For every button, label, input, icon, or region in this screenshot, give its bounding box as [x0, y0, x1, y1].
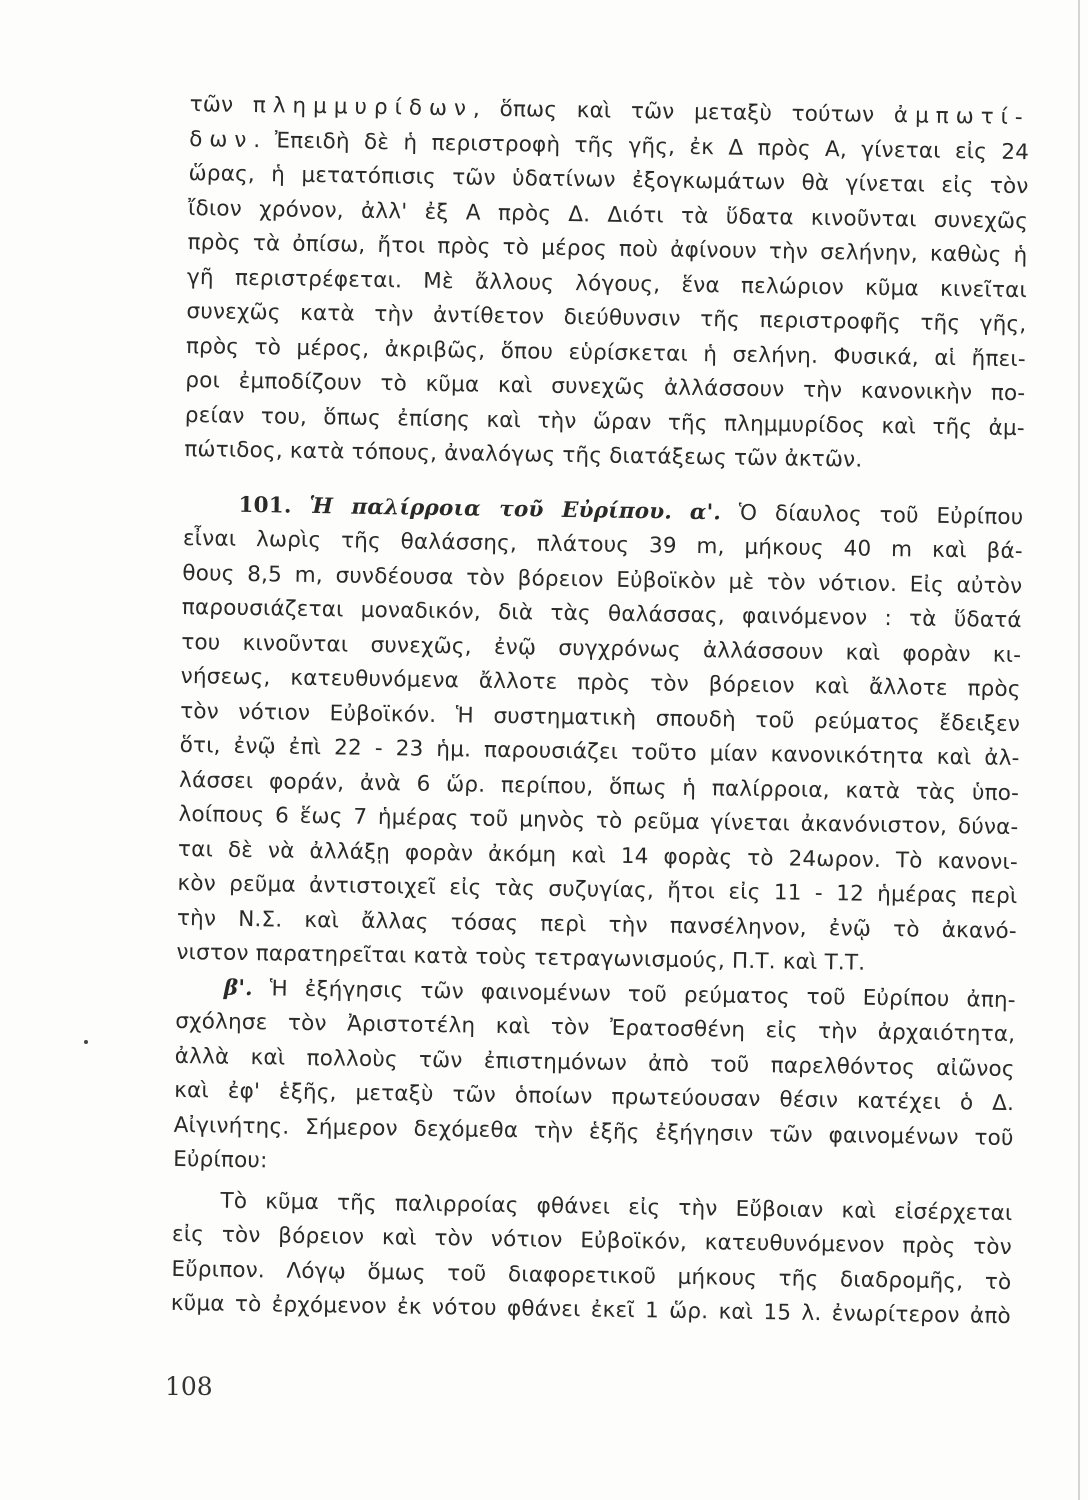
text-line: ἀλλὰ καὶ πολλοὺς τῶν ἐπιστημόνων ἀπὸ τοῦ παρελθόντος αἰῶνος [174, 1043, 1015, 1082]
text-line: λοίπους 6 ἕως 7 ἡμέρας τοῦ μηνὸς τὸ ρεῦμα γίνεται ἀκανόνιστον, δύνα- [178, 801, 1019, 841]
text-line: παρουσιάζεται μοναδικόν, διὰ τὰς θαλάσσας, φαινόμενον : τὰ ὕδατά [181, 594, 1022, 634]
paragraph-first-line: Τὸ κῦμα τῆς παλιρροίας φθάνει εἰς τὴν Εὔβοιαν καὶ εἰσέρχεται [220, 1188, 1013, 1226]
text-line: ὥρας, ἡ μετατόπισις τῶν ὑδατίνων ἐξογκωμάτων θὰ γίνεται εἰς τὸν [188, 160, 1029, 200]
page-number: 108 [165, 1372, 213, 1401]
text-line: κῦμα τὸ ἐρχόμενον ἐκ νότου φθάνει ἐκεῖ 1 ὥρ. καὶ 15 λ. ἐνωρίτερον ἀπὸ [170, 1290, 1012, 1330]
text-line: πρὸς τὰ ὀπίσω, ἤτοι πρὸς τὸ μέρος ποὺ ἀφίνουν τὴν σελήνην, καθὼς ἡ [187, 229, 1028, 269]
text-line: του κινοῦνται συνεχῶς, ἐνῷ συγχρόνως ἀλλάσσουν καὶ φορὰν κι- [181, 629, 1022, 668]
text-line: τῶν πλημμυρίδων, ὅπως καὶ τῶν μεταξὺ τούτων ἀμπωτί- [189, 91, 1030, 131]
text-line: συνεχῶς κατὰ τὴν ἀντίθετον διεύθυνσιν τῆς περιστροφῆς τῆς γῆς, [186, 298, 1027, 338]
subsection-marker: α'. [689, 499, 722, 525]
text-line: ὅτι, ἐνῷ ἐπὶ 22 - 23 ἡμ. παρουσιάζει τοῦτο μίαν κανονικότητα καὶ ἀλ- [179, 732, 1020, 772]
text-line: τὴν Ν.Σ. καὶ ἄλλας τόσας περὶ τὴν πανσέληνον, ἐνῷ τὸ ἀκανό- [176, 905, 1018, 944]
section-title: Ἡ παλίρροια τοῦ Εὐρίπου. [309, 493, 673, 525]
text-line: νήσεως, κατευθυνόμενα ἄλλοτε πρὸς τὸν βόρειον καὶ ἄλλοτε πρὸς [180, 663, 1021, 703]
text-line: ται δὲ νὰ ἀλλάξῃ φορὰν ἀκόμη καὶ 14 φορὰς τὸ 24ωρον. Τὸ κανονι- [177, 836, 1019, 875]
section-heading: 101. Ἡ παλίρροια τοῦ Εὐρίπου. α'. Ὁ δίαυλος τοῦ Εὐρίπου [238, 492, 1024, 530]
text-line: εἶναι λωρὶς τῆς θαλάσσης, πλάτους 39 m, μήκους 40 m καὶ βά- [182, 525, 1024, 565]
text-line: λάσσει φοράν, ἀνὰ 6 ὥρ. περίπου, ὅπως ἡ παλίρροια, κατὰ τὰς ὑπο- [178, 767, 1020, 806]
text-line: Εὐρίπου: [172, 1146, 268, 1174]
text-line: θους 8,5 m, συνδέουσα τὸν βόρειον Εὐβοϊκὸν μὲ τὸν νότιον. Εἰς αὐτὸν [182, 560, 1023, 599]
text-line: Αἰγινήτης. Σήμερον δεχόμεθα τὴν ἑξῆς ἐξήγησιν τῶν φαινομένων τοῦ [173, 1112, 1014, 1151]
text-line: δων. Ἐπειδὴ δὲ ἡ περιστροφὴ τῆς γῆς, ἐκ Δ πρὸς Α, γίνεται εἰς 24 [189, 126, 1030, 165]
text-line: τὸν νότιον Εὐβοϊκόν. Ἡ συστηματικὴ σπουδὴ τοῦ ρεύματος ἔδειξεν [180, 698, 1021, 737]
text-line: σχόλησε τὸν Ἀριστοτέλη καὶ τὸν Ἐρατοσθένη εἰς τὴν ἀρχαιότητα, [175, 1008, 1016, 1048]
margin-mark [84, 1040, 88, 1044]
text-line: νιστον παρατηρεῖται κατὰ τοὺς τετραγωνισμούς, Π.Τ. καὶ Τ.Τ. [176, 939, 866, 976]
text-line: γῆ περιστρέφεται. Μὲ ἄλλους λόγους, ἕνα πελώριον κῦμα κινεῖται [186, 264, 1028, 303]
text-line: ἴδιον χρόνον, ἀλλ' ἐξ Α πρὸς Δ. Διότι τὰ ὕδατα κινοῦνται συνεχῶς [187, 195, 1029, 234]
text-line: κὸν ρεῦμα ἀντιστοιχεῖ εἰς τὰς συζυγίας, ἤτοι εἰς 11 - 12 ἡμέρας περὶ [177, 870, 1018, 910]
subsection-marker: β'. [223, 975, 254, 1001]
text-line: ρείαν του, ὅπως ἐπίσης καὶ τὴν ὥραν τῆς πλημμυρίδος καὶ τῆς ἀμ- [184, 402, 1025, 441]
text-line: πώτιδος, κατὰ τόπους, ἀναλόγως τῆς διατάξεως τῶν ἀκτῶν. [184, 436, 863, 473]
text-line: ροι ἐμποδίζουν τὸ κῦμα καὶ συνεχῶς ἀλλάσσουν τὴν κανονικὴν πο- [185, 367, 1026, 407]
section-number: 101. [238, 492, 292, 519]
text-line: Εὔριπον. Λόγῳ ὅμως τοῦ διαφορετικοῦ μήκους τῆς διαδρομῆς, τὸ [171, 1256, 1012, 1295]
text-line: πρὸς τὸ μέρος, ἀκριβῶς, ὅπου εὑρίσκεται ἡ σελήνη. Φυσικά, αἱ ἤπει- [185, 333, 1027, 372]
text-line: εἰς τὸν βόρειον καὶ τὸν νότιον Εὐβοϊκόν, κατευθυνόμενον πρὸς τὸν [171, 1221, 1013, 1261]
page-edge [1078, 0, 1080, 1500]
text-line: καὶ ἐφ' ἑξῆς, μεταξὺ τῶν ὁποίων πρωτεύουσαν θέσιν κατέχει ὁ Δ. [174, 1077, 1015, 1117]
page-body [171, 88, 1030, 1335]
subsection-line: β'. Ἡ ἐξήγησις τῶν φαινομένων τοῦ ρεύματος τοῦ Εὐρίπου ἀπη- [223, 975, 1016, 1013]
